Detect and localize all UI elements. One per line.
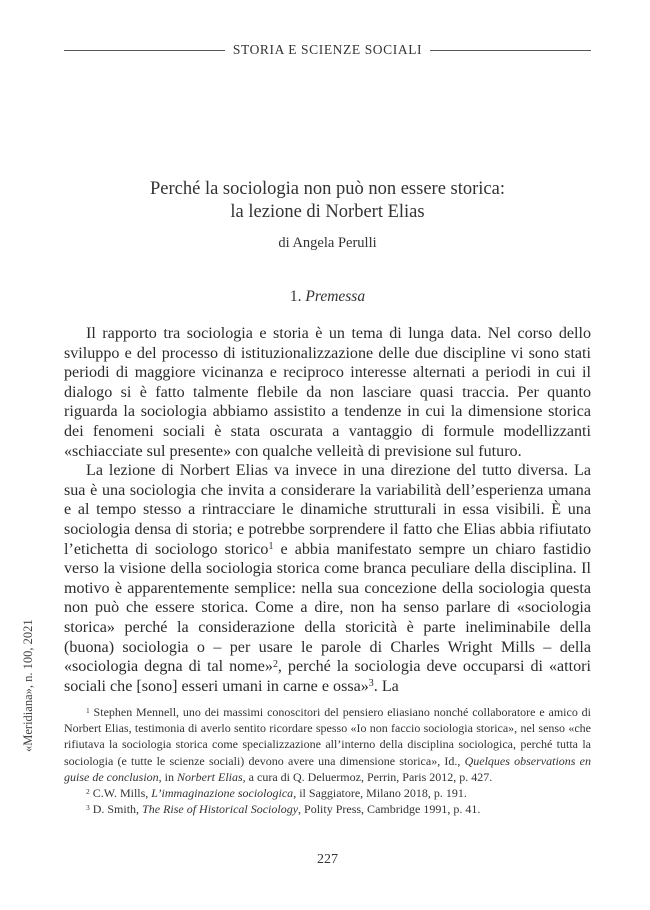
footnote-3-italic: The Rise of Historical Sociology bbox=[142, 802, 299, 817]
paragraph-2-part-2: e abbia manifestato sempre un chiaro fastidio verso la visione della sociologia storica come branca peculiare della disciplina. Il motivo è apparentemente semplice: nella sua concezione della sociologia questa non può che essere storica. Come a dire, non ha senso parlare di «sociologia storica» perché la considerazione della storicità è parte ineliminabile della (buona) sociologia o – per usare le parole di Charles Wright Mills – della «sociologia degna di tal nome» bbox=[64, 540, 591, 676]
title-line-1: Perché la sociologia non può non essere storica: bbox=[150, 179, 505, 199]
section-title: Premessa bbox=[305, 288, 366, 305]
footnote-ref-3[interactable]: 3 bbox=[368, 678, 374, 690]
running-header bbox=[64, 42, 591, 58]
footnote-3-text-b: , Polity Press, Cambridge 1991, p. 41. bbox=[298, 802, 481, 817]
author-byline: di Angela Perulli bbox=[278, 235, 377, 251]
footnote-2-text-b: , il Saggiatore, Milano 2018, p. 191. bbox=[293, 786, 467, 801]
footnote-1-italic-2: Norbert Elias bbox=[177, 769, 243, 784]
footnote-1-text-c: , a cura di Q. Deluermoz, Perrin, Paris 2012, p. 427. bbox=[242, 769, 493, 784]
paragraph-1: Il rapporto tra sociologia e storia è un tema di lunga data. Nel corso dello sviluppo e del processo di istituzionalizzazione delle due discipline vi sono stati periodi di maggiore vicinanza e reciproco interesse alternati a periodi in cui il dialogo si è fatto talmente flebile da non lasciare quasi traccia. Per quanto riguarda la sociologia abbiamo assistito a tendenze in cui la dimensione storica dei fenomeni sociali è stata oscurata a vantaggio di formule modellizzanti «schiacciate sul presente» con qualche velleità di previsione sul futuro. bbox=[64, 325, 591, 460]
paragraph-2-part-4: . La bbox=[373, 677, 399, 695]
paragraph-2-part-1: La lezione di Norbert Elias va invece in una direzione del tutto diversa. La sua è una sociologia che invita a considerare la variabilità dell’esperienza umana e al tempo stesso a rintracciare le dinamiche strutturali in essa visibili. È una sociologia densa di storia; e potrebbe sorprendere il fatto che Elias abbia rifiutato l’etichetta di sociologo storico bbox=[64, 462, 591, 558]
running-header-label: STORIA E SCIENZE SOCIALI bbox=[232, 42, 423, 57]
header-rule-right bbox=[430, 50, 591, 51]
footnote-2 bbox=[64, 785, 591, 801]
footnote-2-mark: 2 bbox=[86, 786, 90, 796]
section-number: 1. bbox=[289, 288, 302, 305]
footnote-2-italic: L’immaginazione sociologica bbox=[151, 786, 294, 801]
article-title bbox=[64, 178, 591, 224]
paragraph-2 bbox=[64, 461, 591, 696]
footnote-1-text-b: , in bbox=[158, 769, 177, 784]
footnote-1-mark: 1 bbox=[86, 705, 90, 715]
footnote-2-text-a: C.W. Mills, bbox=[89, 786, 152, 801]
footnote-1-italic-1: Quelques observations en guise de conclusion bbox=[64, 753, 591, 784]
section-heading bbox=[64, 288, 591, 306]
footnote-3-text-a: D. Smith, bbox=[89, 802, 143, 817]
page-number: 227 bbox=[317, 852, 338, 867]
footnote-3-mark: 3 bbox=[86, 802, 90, 812]
header-rule-left bbox=[64, 50, 225, 51]
title-line-2: la lezione di Norbert Elias bbox=[230, 202, 425, 222]
body-text bbox=[64, 324, 591, 696]
footnote-1-text-a: Stephen Mennell, uno dei massimi conoscitori del pensiero eliasiano nonché collaboratore e amico di Norbert Elias, testimonia di averlo sentito ricordare spesso «Io non faccio sociologia storica», nel senso «che rifiutava la sociologia storica come specializzazione all’interno della disciplina sociologica, perché tutta la sociologia (e tutte le scienze sociali) devono avere una dimensione storica», Id., bbox=[64, 705, 591, 768]
footnote-3 bbox=[64, 801, 591, 817]
paragraph-2-part-3: , perché la sociologia deve occuparsi di «attori sociali che [sono] esseri umani in carne e ossa» bbox=[64, 658, 591, 695]
footnote-ref-1[interactable]: 1 bbox=[268, 541, 274, 553]
footnote-ref-2[interactable]: 2 bbox=[272, 658, 278, 670]
footnotes bbox=[64, 704, 591, 817]
journal-citation: «Meridiana», n. 100, 2021 bbox=[21, 619, 35, 752]
footnote-1 bbox=[64, 704, 591, 785]
